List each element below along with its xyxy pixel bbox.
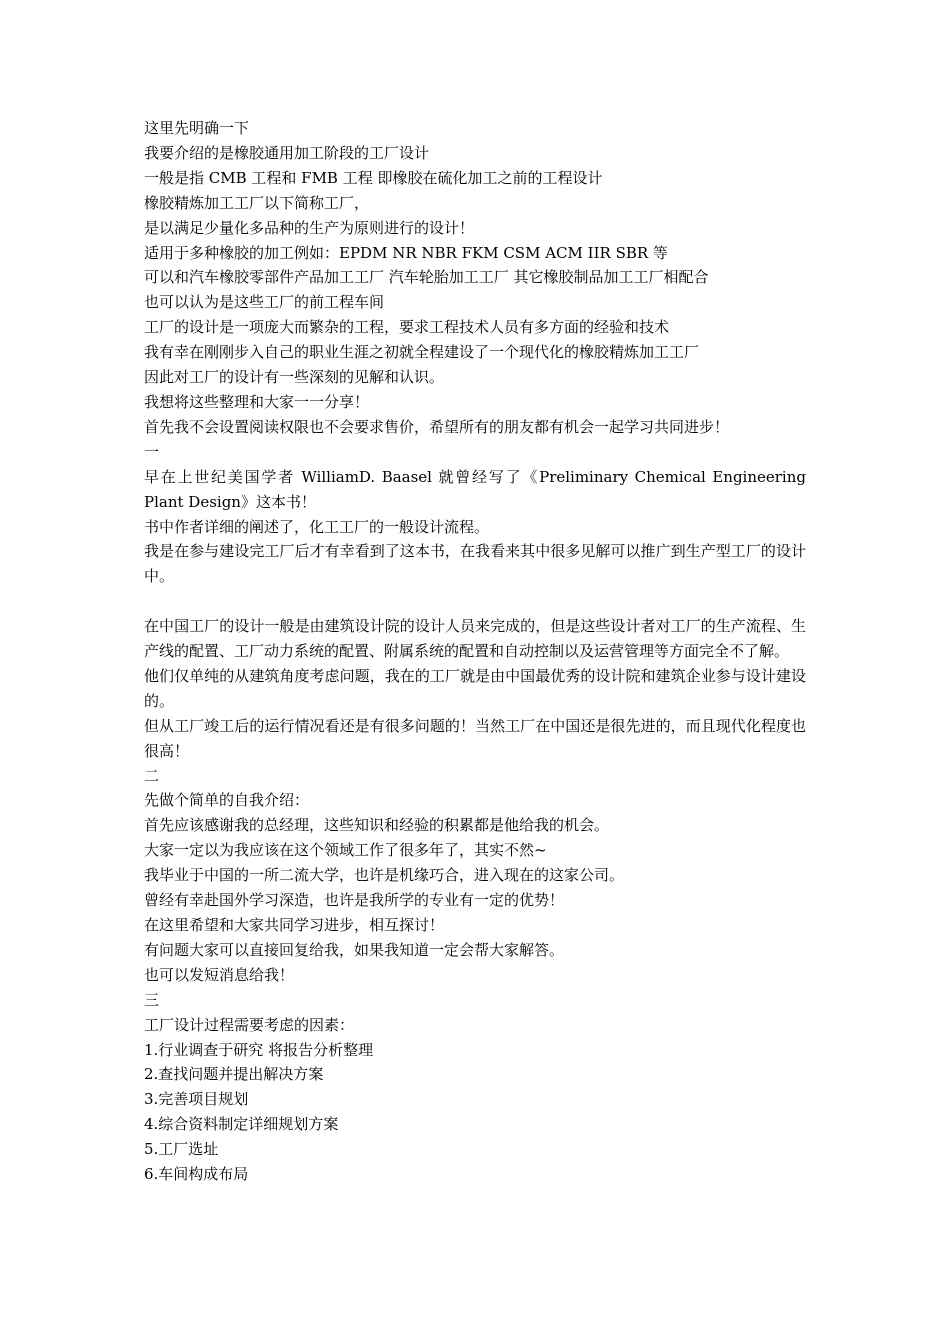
list-item: 2.查找问题并提出解决方案	[144, 1065, 324, 1084]
section-marker: 三	[144, 990, 160, 1009]
text-line: 书中作者详细的阐述了，化工工厂的一般设计流程。	[144, 517, 490, 536]
blank-line	[144, 589, 806, 614]
document-body	[144, 116, 806, 1187]
text-line: 工厂的设计是一项庞大而繁杂的工程，要求工程技术人员有多方面的经验和技术	[144, 318, 670, 337]
text-line: 这里先明确一下	[144, 119, 250, 137]
text-line: 我有幸在刚刚步入自己的职业生涯之初就全程建设了一个现代化的橡胶精炼加工工厂	[144, 343, 700, 362]
section-marker: 一	[144, 442, 160, 461]
text-line: 先做个简单的自我介绍：	[144, 791, 310, 810]
text-line: 在这里希望和大家共同学习进步，相互探讨！	[144, 915, 445, 934]
text-line: 适用于多种橡胶的加工例如：EPDM NR NBR FKM CSM ACM IIR SBR 等	[144, 243, 668, 262]
text-line: 有问题大家可以直接回复给我，如果我知道一定会帮大家解答。	[144, 940, 565, 959]
text-line: 也可以发短消息给我！	[144, 965, 295, 984]
text-line: 工厂设计过程需要考虑的因素：	[144, 1015, 355, 1034]
text-line: 大家一定以为我应该在这个领域工作了很多年了，其实不然~	[144, 841, 547, 860]
text-line: 也可以认为是这些工厂的前工程车间	[144, 293, 385, 312]
list-item: 4.综合资料制定详细规划方案	[144, 1115, 339, 1134]
paragraph-operation: 但从工厂竣工后的运行情况看还是有很多问题的！当然工厂在中国还是很先进的，而且现代化程度也很高！	[144, 716, 806, 760]
list-item: 6.车间构成布局	[144, 1165, 249, 1184]
text-line: 可以和汽车橡胶零部件产品加工工厂 汽车轮胎加工工厂 其它橡胶制品加工工厂相配合	[144, 268, 709, 287]
text-line: 我要介绍的是橡胶通用加工阶段的工厂设计	[144, 143, 430, 162]
paragraph-book: 早在上世纪美国学者 WilliamD. Baasel 就曾经写了《Preliminary Chemical Engineering Plant Design》这本书！	[144, 467, 806, 511]
text-line: 一般是指 CMB 工程和 FMB 工程 即橡胶在硫化加工之前的工程设计	[144, 168, 603, 187]
paragraph-architecture: 他们仅单纯的从建筑角度考虑问题，我在的工厂就是由中国最优秀的设计院和建筑企业参与设计建设的。	[144, 666, 806, 710]
paragraph-china-design: 在中国工厂的设计一般是由建筑设计院的设计人员来完成的，但是这些设计者对工厂的生产流程、生产线的配置、工厂动力系统的配置、附属系统的配置和自动控制以及运营管理等方面完全不了解。	[144, 617, 806, 661]
text-line: 曾经有幸赴国外学习深造，也许是我所学的专业有一定的优势！	[144, 891, 565, 910]
section-marker: 二	[144, 766, 160, 785]
text-line: 首先应该感谢我的总经理，这些知识和经验的积累都是他给我的机会。	[144, 816, 610, 835]
list-item: 3.完善项目规划	[144, 1090, 249, 1109]
text-line: 因此对工厂的设计有一些深刻的见解和认识。	[144, 368, 445, 387]
text-line: 是以满足少量化多品种的生产为原则进行的设计！	[144, 218, 475, 237]
text-line: 首先我不会设置阅读权限也不会要求售价，希望所有的朋友都有机会一起学习共同进步！	[144, 417, 730, 436]
text-line: 我毕业于中国的一所二流大学，也许是机缘巧合，进入现在的这家公司。	[144, 866, 625, 885]
list-item: 1.行业调查于研究 将报告分析整理	[144, 1040, 374, 1059]
text-line: 我想将这些整理和大家一一分享！	[144, 392, 370, 411]
text-line: 橡胶精炼加工工厂以下简称工厂，	[144, 193, 370, 212]
list-item: 5.工厂选址	[144, 1140, 219, 1159]
paragraph-book-view: 我是在参与建设完工厂后才有幸看到了这本书，在我看来其中很多见解可以推广到生产型工厂的设计中。	[144, 542, 806, 586]
